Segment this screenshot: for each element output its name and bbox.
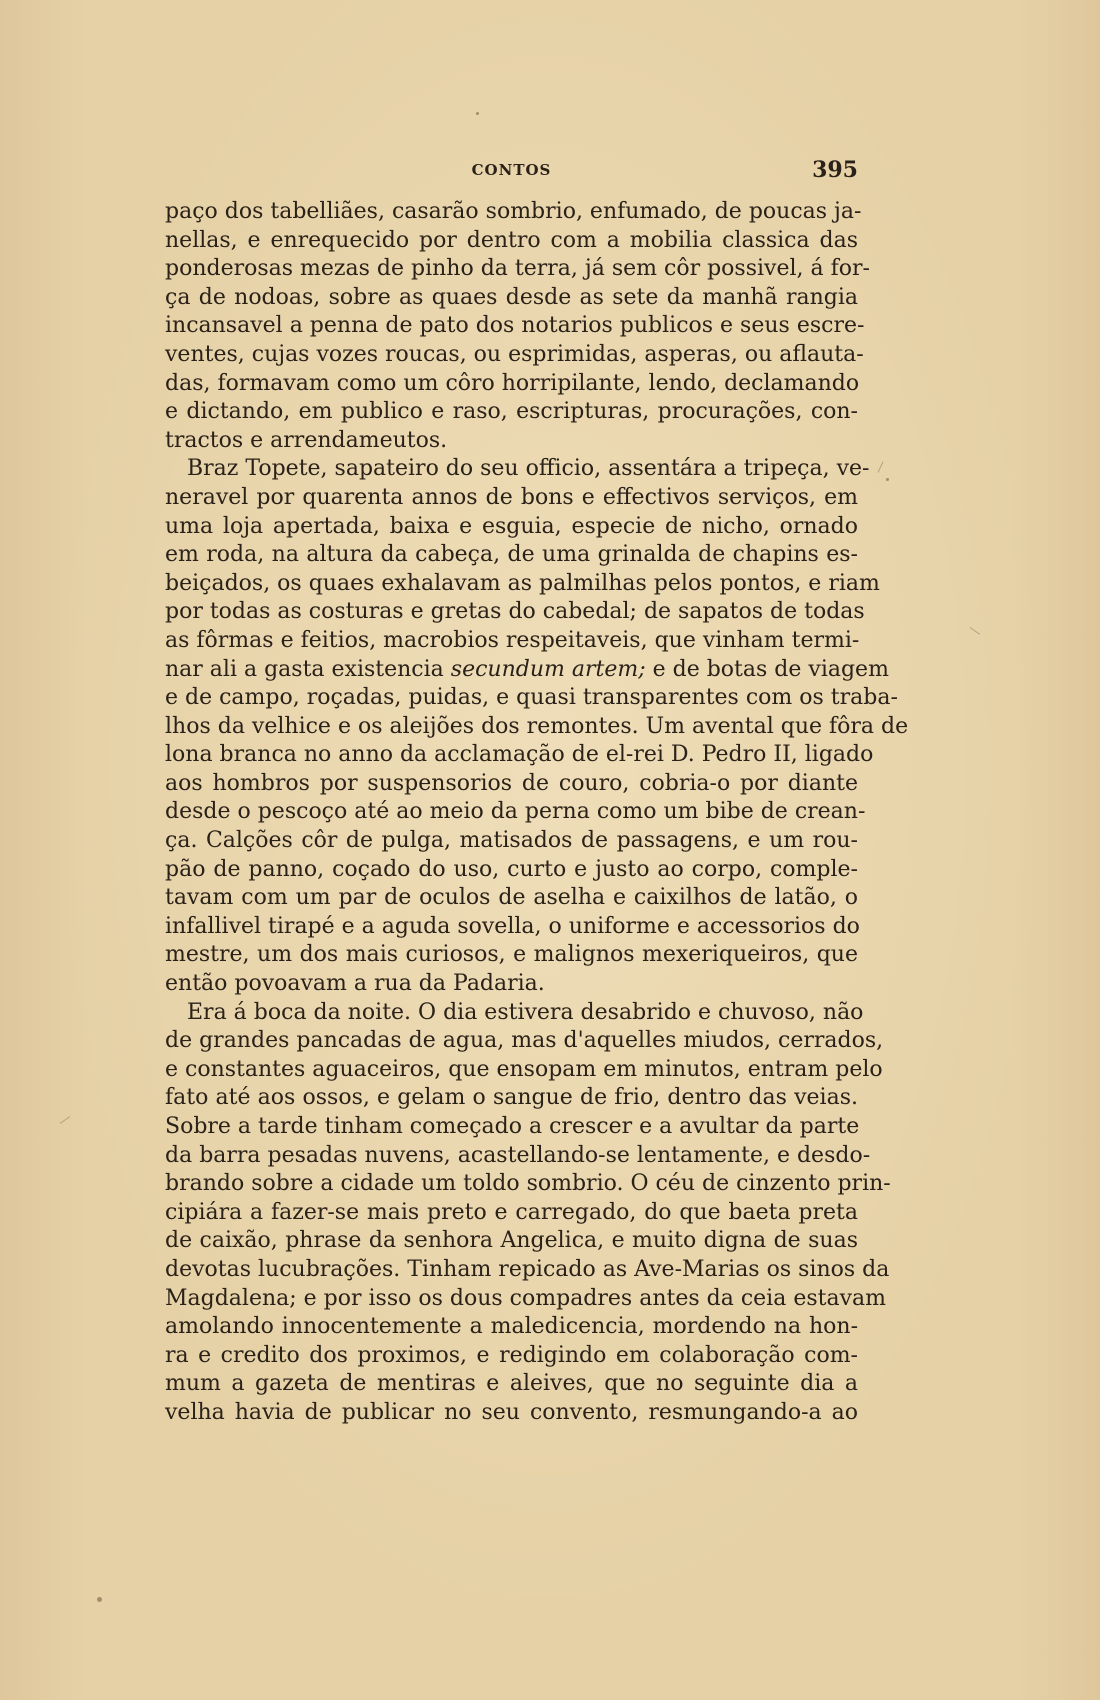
text-line: de grandes pancadas de agua, mas d'aquelles miudos, cerrados, — [165, 1028, 884, 1054]
text-line: nar ali a gasta existencia secundum artem; e de botas de viagem — [165, 656, 889, 682]
text-line: brando sobre a cidade um toldo sombrio. O céu de cinzento prin- — [165, 1171, 891, 1197]
running-title: CONTOS — [471, 161, 552, 179]
margin-mark — [970, 627, 980, 635]
margin-mark — [60, 1116, 70, 1124]
text-line: da barra pesadas nuvens, acastellando-se lentamente, e desdo- — [165, 1142, 871, 1168]
text-line: e dictando, em publico e raso, escripturas, procurações, con- — [165, 399, 858, 425]
latin-phrase: secundum artem; — [450, 656, 646, 682]
text-line: cipiára a fazer-se mais preto e carregado, do que baeta preta — [165, 1199, 858, 1225]
text-line: desde o pescoço até ao meio da perna como um bibe de crean- — [165, 799, 866, 825]
text-line: uma loja apertada, baixa e esguia, especie de nicho, ornado — [165, 513, 858, 539]
paper-speck — [476, 112, 479, 115]
text-line: ça. Calções côr de pulga, matisados de passagens, e um rou- — [165, 828, 858, 854]
page-number: 395 — [812, 157, 858, 183]
paper-speck — [886, 478, 889, 481]
text-line: Magdalena; e por isso os dous compadres antes da ceia estavam — [165, 1285, 886, 1311]
text-line: amolando innocentemente a maledicencia, mordendo na hon- — [165, 1314, 858, 1340]
text-line: Sobre a tarde tinham começado a crescer e a avultar da parte — [165, 1114, 860, 1139]
text-line: das, formavam como um côro horripilante, lendo, declamando — [165, 370, 860, 396]
text-line: pão de panno, coçado do uso, curto e justo ao corpo, comple- — [165, 856, 858, 882]
text-line: ra e credito dos proximos, e redigindo em colaboração com- — [165, 1342, 858, 1368]
text-line: tavam com um par de oculos de aselha e caixilhos de latão, o — [165, 885, 858, 911]
text-line: por todas as costuras e gretas do cabedal; de sapatos de todas — [165, 599, 865, 625]
body-text — [165, 198, 909, 1428]
text-line: lona branca no anno da acclamação de el-rei D. Pedro II, ligado — [165, 742, 874, 768]
text-line: e de campo, roçadas, puidas, e quasi transparentes com os traba- — [165, 685, 898, 711]
text-line: velha havia de publicar no seu convento, resmungando-a ao — [165, 1399, 858, 1425]
paper-speck — [97, 1597, 102, 1602]
text-line: mum a gazeta de mentiras e aleives, que no seguinte dia a — [165, 1371, 858, 1397]
text-line: beiçados, os quaes exhalavam as palmilhas pelos pontos, e riam — [165, 570, 880, 596]
text-line: lhos da velhice e os aleijões dos remontes. Um avental que fôra de — [165, 713, 909, 739]
margin-mark — [878, 461, 884, 472]
text-line: em roda, na altura da cabeça, de uma grinalda de chapins es- — [165, 542, 858, 568]
text-line: ponderosas mezas de pinho da terra, já sem côr possivel, á for- — [165, 256, 870, 282]
text-line: paço dos tabelliães, casarão sombrio, enfumado, de poucas ja- — [165, 199, 862, 224]
text-line: aos hombros por suspensorios de couro, cobria-o por diante — [165, 770, 858, 796]
page-header — [165, 157, 858, 185]
text-line: de caixão, phrase da senhora Angelica, e muito digna de suas — [165, 1228, 858, 1254]
text-line: Era á boca da noite. O dia estivera desabrido e chuvoso, não — [187, 999, 864, 1025]
text-line: as fôrmas e feitios, macrobios respeitaveis, que vinham termi- — [165, 627, 860, 653]
text-line: incansavel a penna de pato dos notarios publicos e seus escre- — [165, 313, 865, 339]
text-line: então povoavam a rua da Padaria. — [165, 971, 545, 997]
text-line: e constantes aguaceiros, que ensopam em minutos, entram pelo — [165, 1056, 883, 1082]
text-line: mestre, um dos mais curiosos, e malignos mexeriqueiros, que — [165, 942, 858, 968]
text-line: tractos e arrendameutos. — [165, 427, 448, 453]
text-line: fato até aos ossos, e gelam o sangue de frio, dentro das veias. — [165, 1085, 858, 1111]
text-line: ventes, cujas vozes roucas, ou esprimidas, asperas, ou aflauta- — [165, 341, 864, 367]
text-line: Braz Topete, sapateiro do seu officio, assentára a tripeça, ve- — [187, 456, 870, 482]
text-line: neravel por quarenta annos de bons e effectivos serviços, em — [165, 484, 858, 510]
text-line: nellas, e enrequecido por dentro com a mobilia classica das — [165, 227, 858, 253]
text-line: infallivel tirapé e a aguda sovella, o uniforme e accessorios do — [165, 913, 860, 939]
text-line: devotas lucubrações. Tinham repicado as Ave-Marias os sinos da — [165, 1256, 890, 1282]
text-line: ça de nodoas, sobre as quaes desde as sete da manhã rangia — [165, 284, 858, 310]
